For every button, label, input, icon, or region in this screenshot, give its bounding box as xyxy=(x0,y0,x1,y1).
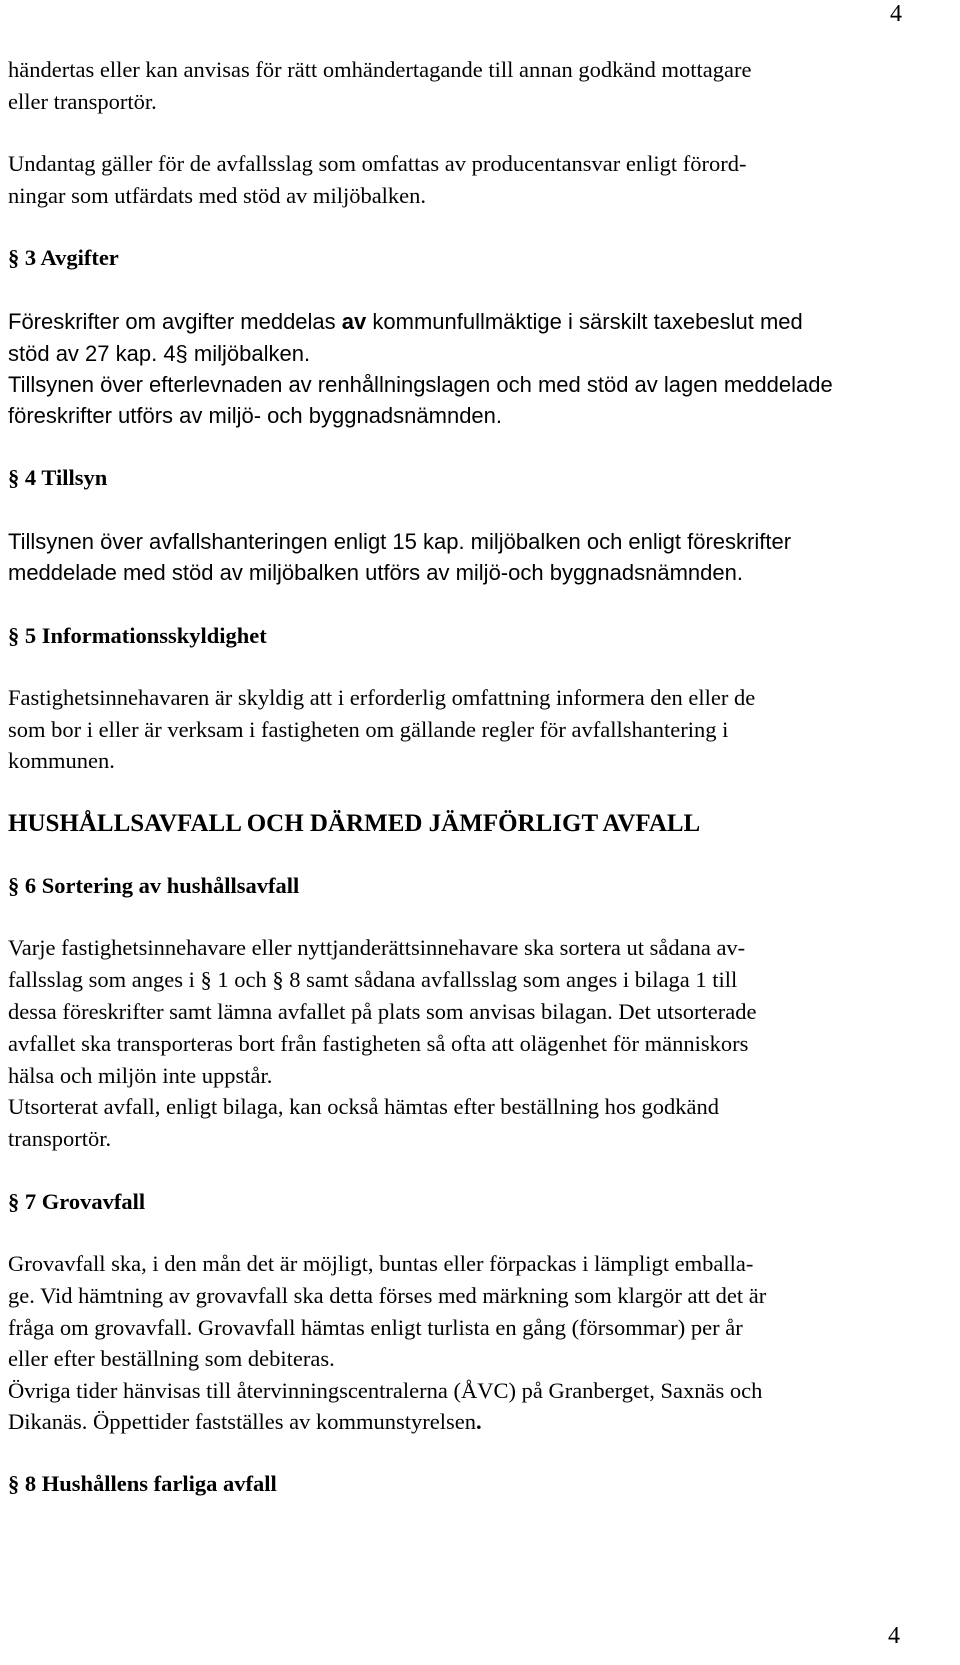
section-5-line: Fastighetsinnehavaren är skyldig att i erforderlig omfattning informera den eller de xyxy=(8,685,756,710)
page-number-top: 4 xyxy=(890,1,902,27)
section-3-line: föreskrifter utförs av miljö- och byggnadsnämnden. xyxy=(8,403,503,428)
section-6-line: hälsa och miljön inte uppstår. xyxy=(8,1063,273,1088)
section-6-line: Utsorterat avfall, enligt bilaga, kan också hämtas efter beställning hos godkänd xyxy=(8,1094,720,1119)
section-7-heading: § 7 Grovavfall xyxy=(8,1189,146,1214)
paragraph-line: händertas eller kan anvisas för rätt omhändertagande till annan godkänd mottagare xyxy=(8,57,752,82)
section-6-line: dessa föreskrifter samt lämna avfallet på plats som anvisas bilagan. Det utsorterade xyxy=(8,999,757,1024)
section-5-line: kommunen. xyxy=(8,748,115,773)
section-3-heading: § 3 Avgifter xyxy=(8,245,119,270)
section-3-text: Föreskrifter om avgifter meddelas xyxy=(8,309,342,334)
paragraph-line: eller transportör. xyxy=(8,89,157,114)
section-6-line: Varje fastighetsinnehavare eller nyttjanderättsinnehavare ska sortera ut sådana av- xyxy=(8,935,746,960)
section-3-bold-word: av xyxy=(341,309,367,334)
section-7-text: Dikanäs. Öppettider fastställes av kommunstyrelsen xyxy=(8,1409,477,1434)
section-5-line: som bor i eller är verksam i fastigheten om gällande regler för avfallshantering i xyxy=(8,717,729,742)
section-7-line: eller efter beställning som debiteras. xyxy=(8,1346,335,1371)
section-3-text: kommunfullmäktige i särskilt taxebeslut med xyxy=(366,309,803,334)
section-7-line: Grovavfall ska, i den mån det är möjligt, buntas eller förpackas i lämpligt emballa- xyxy=(8,1251,754,1276)
section-4-line: Tillsynen över avfallshanteringen enligt 15 kap. miljöbalken och enligt föreskrifter xyxy=(8,529,792,554)
section-6-line: transportör. xyxy=(8,1126,112,1151)
section-6-heading: § 6 Sortering av hushållsavfall xyxy=(8,873,300,898)
section-6-line: fallsslag som anges i § 1 och § 8 samt sådana avfallsslag som anges i bilaga 1 till xyxy=(8,967,738,992)
section-7-line: fråga om grovavfall. Grovavfall hämtas enligt turlista en gång (försommar) per år xyxy=(8,1315,743,1340)
section-5-heading: § 5 Informationsskyldighet xyxy=(8,623,267,648)
section-7-line xyxy=(8,1406,482,1437)
section-3-line: Tillsynen över efterlevnaden av renhållningslagen och med stöd av lagen meddelade xyxy=(8,372,833,397)
section-7-line: Övriga tider hänvisas till återvinningscentralerna (ÅVC) på Granberget, Saxnäs och xyxy=(8,1378,763,1403)
section-4-heading: § 4 Tillsyn xyxy=(8,465,108,490)
section-6-line: avfallet ska transporteras bort från fastigheten så ofta att olägenhet för människors xyxy=(8,1031,749,1056)
section-4-line: meddelade med stöd av miljöbalken utförs av miljö-och byggnadsnämnden. xyxy=(8,560,743,585)
paragraph-line: ningar som utfärdats med stöd av miljöbalken. xyxy=(8,183,427,208)
section-7-bold-period: . xyxy=(476,1409,482,1434)
section-8-heading: § 8 Hushållens farliga avfall xyxy=(8,1471,277,1496)
paragraph-line: Undantag gäller för de avfallsslag som omfattas av producentansvar enligt förord- xyxy=(8,151,747,176)
main-heading: HUSHÅLLSAVFALL OCH DÄRMED JÄMFÖRLIGT AVFALL xyxy=(8,810,701,837)
section-7-line: ge. Vid hämtning av grovavfall ska detta förses med märkning som klargör att det är xyxy=(8,1283,767,1308)
page-number-bottom: 4 xyxy=(888,1623,900,1649)
section-3-line xyxy=(8,306,803,337)
section-3-line: stöd av 27 kap. 4§ miljöbalken. xyxy=(8,341,311,366)
